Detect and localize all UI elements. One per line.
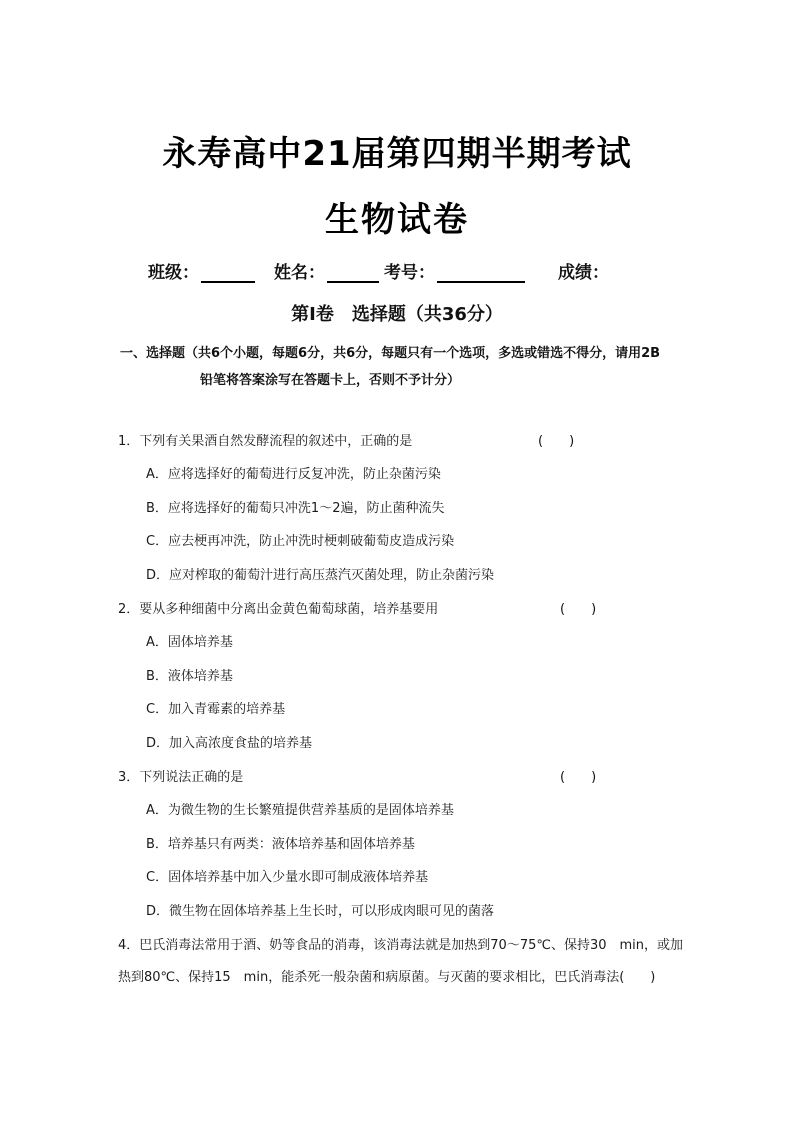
number-field — [384, 258, 525, 283]
name-blank — [327, 263, 379, 283]
number-blank — [437, 263, 525, 283]
question-3-option-b: B．培养基只有两类：液体培养基和固体培养基 — [146, 837, 415, 852]
question-2-answer-paren: ( ) — [560, 602, 597, 617]
score-field — [558, 258, 609, 283]
question-4-stem-line-1: 4．巴氏消毒法常用于酒、奶等食品的消毒，该消毒法就是加热到70～75℃、保持30 min，或加 — [118, 938, 684, 953]
instruction-line-1: 一、选择题（共6个小题，每题6分，共6分，每题只有一个选项，多选或错选不得分，请用2B — [120, 346, 661, 361]
number-label: 考号： — [384, 263, 435, 283]
name-field — [274, 258, 379, 283]
question-2-option-c: C．加入青霉素的培养基 — [146, 702, 286, 717]
class-blank — [201, 263, 255, 283]
question-1-option-a: A．应将选择好的葡萄进行反复冲洗，防止杂菌污染 — [146, 467, 441, 482]
question-3-option-d: D．微生物在固体培养基上生长时，可以形成肉眼可见的菌落 — [146, 904, 495, 919]
section-title: 第Ⅰ卷 选择题（共36分） — [291, 304, 503, 325]
question-2-option-a: A．固体培养基 — [146, 635, 233, 650]
score-label: 成绩： — [558, 263, 609, 283]
instruction-line-2: 铅笔将答案涂写在答题卡上，否则不予计分） — [200, 373, 461, 388]
question-1-option-c: C．应去梗再冲洗，防止冲洗时梗刺破葡萄皮造成污染 — [146, 534, 455, 549]
question-4-stem-line-2: 热到80℃、保持15 min，能杀死一般杂菌和病原菌。与灭菌的要求相比，巴氏消毒法( ) — [118, 970, 656, 985]
question-1-answer-paren: ( ) — [538, 434, 575, 449]
name-label: 姓名： — [274, 263, 325, 283]
exam-title: 永寿高中21届第四期半期考试 — [162, 134, 632, 174]
question-1-option-b: B．应将选择好的葡萄只冲洗1～2遍，防止菌种流失 — [146, 501, 445, 516]
question-3-answer-paren: ( ) — [560, 770, 597, 785]
question-3-option-a: A．为微生物的生长繁殖提供营养基质的是固体培养基 — [146, 803, 454, 818]
question-1-option-d: D．应对榨取的葡萄汁进行高压蒸汽灭菌处理，防止杂菌污染 — [146, 568, 495, 583]
class-label: 班级： — [148, 263, 199, 283]
question-2-option-b: B．液体培养基 — [146, 669, 233, 684]
question-2-stem: 2．要从多种细菌中分离出金黄色葡萄球菌，培养基要用 — [118, 602, 439, 617]
exam-subject-title: 生物试卷 — [325, 200, 469, 240]
question-3-stem: 3．下列说法正确的是 — [118, 770, 244, 785]
question-2-option-d: D．加入高浓度食盐的培养基 — [146, 736, 313, 751]
question-3-option-c: C．固体培养基中加入少量水即可制成液体培养基 — [146, 870, 429, 885]
question-1-stem: 1．下列有关果酒自然发酵流程的叙述中，正确的是 — [118, 434, 413, 449]
class-field — [148, 258, 255, 283]
